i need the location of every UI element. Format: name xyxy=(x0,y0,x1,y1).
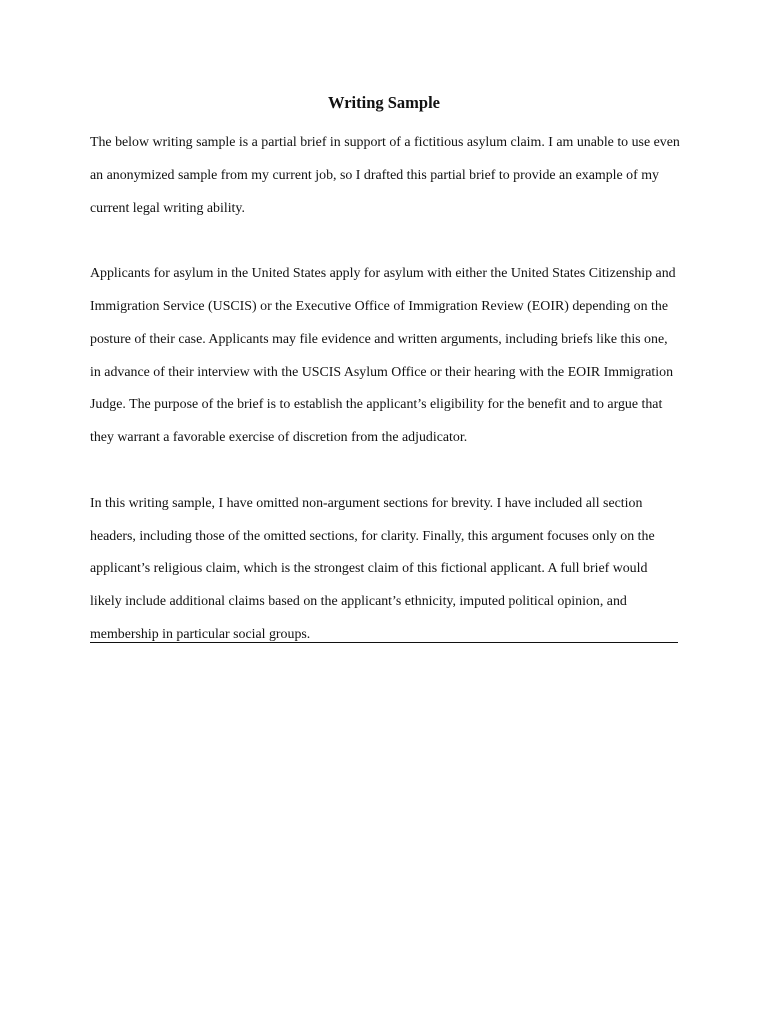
paragraph-line: Immigration Service (USCIS) or the Executive Office of Immigration Review (EOIR) depending on the xyxy=(90,298,668,314)
paragraph-line: current legal writing ability. xyxy=(90,200,245,216)
paragraph-line: they warrant a favorable exercise of discretion from the adjudicator. xyxy=(90,430,468,446)
paragraph-background xyxy=(90,258,680,455)
paragraph-line: an anonymized sample from my current job, so I drafted this partial brief to provide an example of my xyxy=(90,167,659,183)
document-body xyxy=(90,127,680,652)
paragraph-line: Applicants for asylum in the United States apply for asylum with either the United States Citizenship and xyxy=(90,266,676,282)
paragraph-line: applicant’s religious claim, which is the strongest claim of this fictional applicant. A full brief would xyxy=(90,561,648,577)
document-title: Writing Sample xyxy=(328,93,440,112)
paragraph-line: Judge. The purpose of the brief is to establish the applicant’s eligibility for the benefit and to argue that xyxy=(90,397,663,413)
horizontal-rule xyxy=(90,642,678,643)
paragraph-line: headers, including those of the omitted sections, for clarity. Finally, this argument focuses only on the xyxy=(90,528,655,544)
paragraph-line: likely include additional claims based on the applicant’s ethnicity, imputed political opinion, and xyxy=(90,594,627,610)
paragraph-intro xyxy=(90,127,680,225)
paragraph-line: In this writing sample, I have omitted non-argument sections for brevity. I have included all section xyxy=(90,495,643,511)
paragraph-line: in advance of their interview with the USCIS Asylum Office or their hearing with the EOIR Immigration xyxy=(90,364,674,380)
paragraph-scope xyxy=(90,488,680,652)
paragraph-line: The below writing sample is a partial brief in support of a fictitious asylum claim. I am unable to use even xyxy=(90,135,680,150)
paragraph-line: membership in particular social groups. xyxy=(90,626,311,642)
paragraph-line: posture of their case. Applicants may file evidence and written arguments, including briefs like this one, xyxy=(90,331,668,347)
